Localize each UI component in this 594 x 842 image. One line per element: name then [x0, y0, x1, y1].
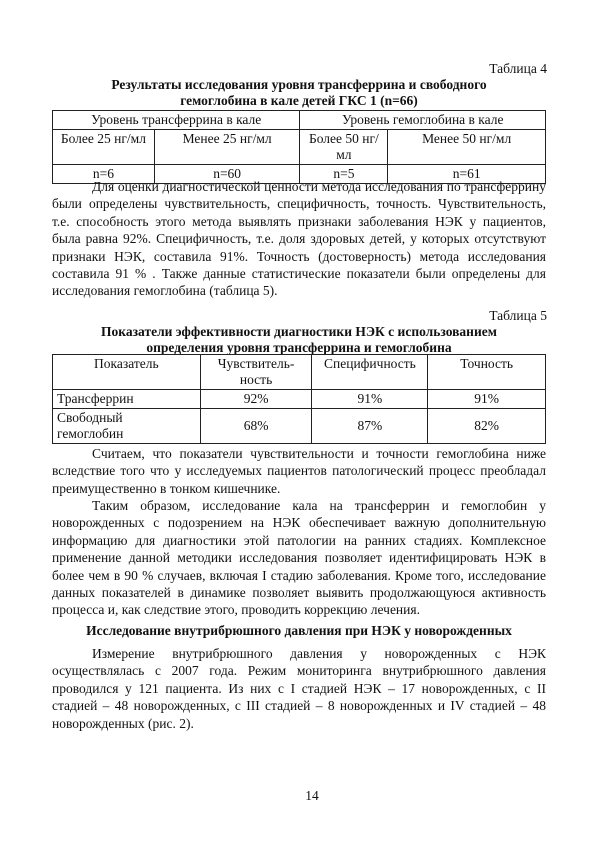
- table4: [52, 110, 546, 184]
- section-heading: Исследование внутрибрюшного давления при НЭК у новорожденных: [86, 623, 512, 638]
- page-number: 14: [305, 788, 319, 803]
- table5-header: Точность: [428, 355, 546, 390]
- table4-title: [52, 77, 546, 109]
- table5-row-label: [53, 409, 201, 444]
- table5-header-row: [53, 355, 546, 390]
- table4-cell: n=61: [388, 165, 546, 184]
- table4-subheader: Менее 50 нг/мл: [388, 130, 546, 165]
- table4-cell: n=60: [154, 165, 300, 184]
- table4-subheader: Более 25 нг/мл: [53, 130, 155, 165]
- paragraph-1: Для оценки диагностической ценности метода исследования по трансферрину были определены чувствительность, специфичность, точность. Чувствительность, т.е. способность этого метода выявлять признаки заболевания НЭК у пациентов, была равна 92%. Специфичность, т.е. доля здоровых детей, у которых отсутствуют признаки НЭК, составила 91%. Точность (достоверность) метода исследования составила 91 % . Также данные статистические показатели были определены для исследования гемоглобина (таблица 5).: [52, 179, 546, 299]
- table4-title-line2: гемоглобина в кале детей ГКС 1 (n=66): [180, 93, 418, 108]
- paragraph-4: Измерение внутрибрюшного давления у новорожденных с НЭК осуществлялась с 2007 года. Режим мониторинга внутрибрюшного давления проводился у 121 пациента. Из них с I стадией НЭК – 17 новорожденных, с II стадией – 48 новорожденных, с III стадией – 8 новорожденных и IV стадией – 48 новорожденных (рис. 2).: [52, 646, 546, 731]
- table4-subheader-row: [53, 130, 546, 165]
- table5-cell: 92%: [200, 390, 312, 409]
- table5: [52, 354, 546, 444]
- table5-title: [52, 324, 546, 356]
- table4-title-line1: Результаты исследования уровня трансферрина и свободного: [111, 77, 487, 92]
- table5-cell: 91%: [312, 390, 428, 409]
- table4-group-header: Уровень гемоглобина в кале: [300, 111, 546, 130]
- table-row: [53, 409, 546, 444]
- table4-group-header-row: [53, 111, 546, 130]
- table5-title-line1: Показатели эффективности диагностики НЭК с использованием: [101, 324, 497, 339]
- table5-header: Показатель: [53, 355, 201, 390]
- table4-caption: Таблица 4: [489, 61, 547, 76]
- table4-subheader: Более 50 нг/мл: [300, 130, 388, 165]
- table5-row-label-text: Свободный гемоглобин: [57, 410, 124, 441]
- table5-cell: 82%: [428, 409, 546, 444]
- table5-header: Чувствитель-ность: [200, 355, 312, 390]
- table5-cell: 68%: [200, 409, 312, 444]
- table4-cell: n=6: [53, 165, 155, 184]
- table-row: [53, 390, 546, 409]
- table4-subheader: Менее 25 нг/мл: [154, 130, 300, 165]
- paragraph-2: Считаем, что показатели чувствительности и точности гемоглобина ниже вследствие того что у исследуемых пациентов патологический процесс преобладал преимущественно в тонком кишечнике.: [52, 446, 546, 496]
- table5-cell: 87%: [312, 409, 428, 444]
- table5-title-line2: определения уровня трансферрина и гемоглобина: [146, 340, 452, 355]
- table5-header: Специфичность: [312, 355, 428, 390]
- table5-row-label: Трансферрин: [53, 390, 201, 409]
- table5-cell: 91%: [428, 390, 546, 409]
- table5-caption: Таблица 5: [489, 308, 547, 323]
- table4-group-header: Уровень трансферрина в кале: [53, 111, 300, 130]
- table4-cell: n=5: [300, 165, 388, 184]
- paragraph-3: Таким образом, исследование кала на трансферрин и гемоглобин у новорожденных с подозрением на НЭК обеспечивает важную дополнительную информацию для диагностики этой патологии на ранних стадиях. Комплексное применение данной методики исследования позволяет идентифицировать НЭК в более чем в 90 % случаев, включая I стадию заболевания. Кроме того, исследование данных показателей в динамике позволяет выявить продолжающуюся активность процесса и, как следствие этого, проводить коррекцию лечения.: [52, 498, 546, 618]
